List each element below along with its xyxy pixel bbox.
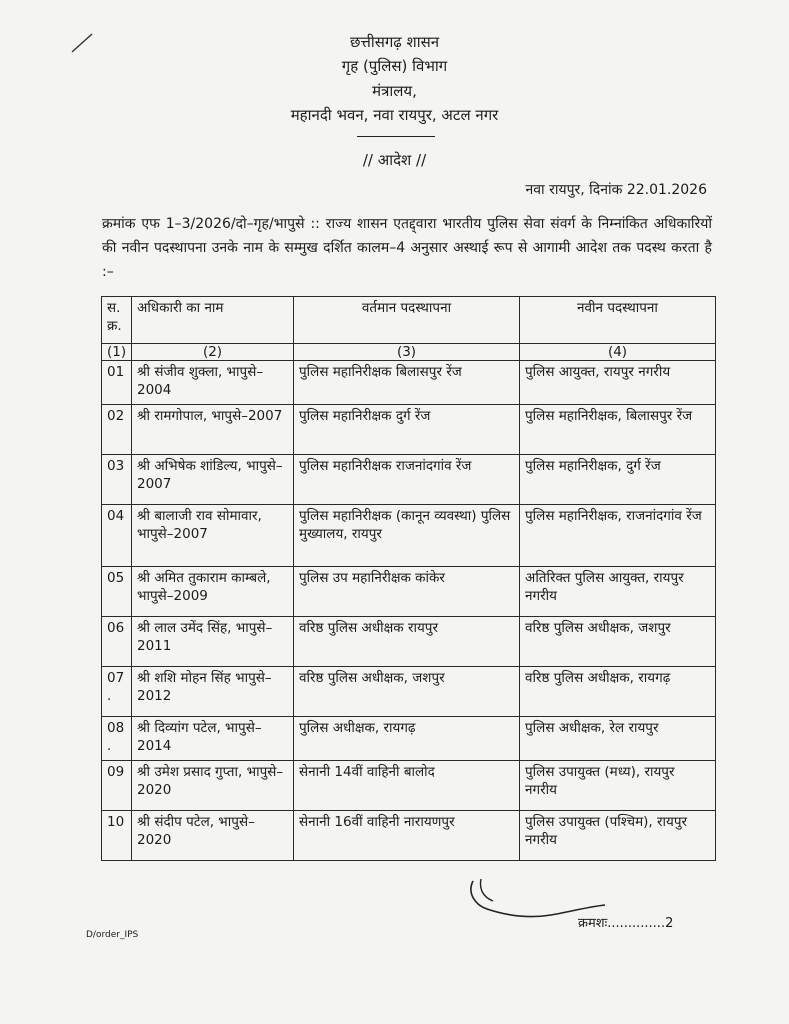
current-posting-cell: पुलिस महानिरीक्षक बिलासपुर रेंज (294, 361, 520, 405)
header-new-posting: नवीन पदस्थापना (520, 297, 716, 344)
officer-name-cell: श्री उमेश प्रसाद गुप्ता, भापुसे–2020 (132, 761, 294, 811)
current-posting-cell: पुलिस महानिरीक्षक (कानून व्यवस्था) पुलिस मुख्यालय, रायपुर (294, 505, 520, 567)
current-posting-cell: पुलिस अधीक्षक, रायगढ़ (294, 717, 520, 761)
new-posting-cell: पुलिस आयुक्त, रायपुर नगरीय (520, 361, 716, 405)
header-current-posting: वर्तमान पदस्थापना (294, 297, 520, 344)
serial-cell: 06 (102, 617, 132, 667)
table-row (102, 361, 716, 405)
serial-cell: 07 . (102, 667, 132, 717)
header-divider (357, 136, 435, 137)
officer-name-cell: श्री लाल उमेंद सिंह, भापुसे–2011 (132, 617, 294, 667)
table-row (102, 567, 716, 617)
new-posting-cell: पुलिस महानिरीक्षक, दुर्ग रेंज (520, 455, 716, 505)
officer-name-cell: श्री अमित तुकाराम काम्बले, भापुसे–2009 (132, 567, 294, 617)
column-number: (1) (102, 344, 132, 361)
header-state: छत्तीसगढ़ शासन (349, 33, 440, 51)
table-row (102, 455, 716, 505)
serial-cell: 01 (102, 361, 132, 405)
officer-name-cell: श्री रामगोपाल, भापुसे–2007 (132, 405, 294, 455)
table-row (102, 811, 716, 861)
new-posting-cell: पुलिस महानिरीक्षक, बिलासपुर रेंज (520, 405, 716, 455)
new-posting-cell: पुलिस महानिरीक्षक, राजनांदगांव रेंज (520, 505, 716, 567)
header-address: महानदी भवन, नवा रायपुर, अटल नगर (290, 106, 499, 124)
serial-cell: 03 (102, 455, 132, 505)
serial-cell: 05 (102, 567, 132, 617)
header-officer-name: अधिकारी का नाम (132, 297, 294, 344)
header-department: गृह (पुलिस) विभाग (341, 57, 448, 75)
serial-cell: 08 . (102, 717, 132, 761)
serial-cell: 04 (102, 505, 132, 567)
new-posting-cell: पुलिस उपायुक्त (मध्य), रायपुर नगरीय (520, 761, 716, 811)
current-posting-cell: पुलिस महानिरीक्षक राजनांदगांव रेंज (294, 455, 520, 505)
officer-name-cell: श्री शशि मोहन सिंह भापुसे– 2012 (132, 667, 294, 717)
column-number-row (102, 344, 716, 361)
serial-cell: 02 (102, 405, 132, 455)
table-header-row (102, 297, 716, 344)
header-ministry: मंत्रालय, (372, 82, 417, 100)
table-row (102, 405, 716, 455)
table-row (102, 617, 716, 667)
new-posting-cell: पुलिस अधीक्षक, रेल रायपुर (520, 717, 716, 761)
table-row (102, 667, 716, 717)
file-reference: D/order_IPS (86, 930, 139, 940)
order-intro-paragraph: क्रमांक एफ 1–3/2026/दो–गृह/भापुसे :: राज्य शासन एतद्द्वारा भारतीय पुलिस सेवा संवर्ग के निम्नांकित अधिकारियों की नवीन पदस्थापना उनके नाम के सम्मुख दर्शित कालम–4 अनुसार अस्थाई रूप से आगामी आदेश तक पदस्थ करता है :– (102, 216, 712, 280)
header-serial: स. क्र. (102, 297, 132, 344)
posting-table (101, 296, 716, 861)
current-posting-cell: वरिष्ठ पुलिस अधीक्षक, जशपुर (294, 667, 520, 717)
officer-name-cell: श्री अभिषेक शांडिल्य, भापुसे–2007 (132, 455, 294, 505)
column-number: (2) (132, 344, 294, 361)
serial-cell: 10 (102, 811, 132, 861)
new-posting-cell: वरिष्ठ पुलिस अधीक्षक, जशपुर (520, 617, 716, 667)
current-posting-cell: पुलिस महानिरीक्षक दुर्ग रेंज (294, 405, 520, 455)
continued-page-note: क्रमशः..............2 (578, 916, 674, 931)
table-row (102, 761, 716, 811)
officer-name-cell: श्री दिव्यांग पटेल, भापुसे–2014 (132, 717, 294, 761)
new-posting-cell: अतिरिक्त पुलिस आयुक्त, रायपुर नगरीय (520, 567, 716, 617)
new-posting-cell: पुलिस उपायुक्त (पश्चिम), रायपुर नगरीय (520, 811, 716, 861)
current-posting-cell: सेनानी 14वीं वाहिनी बालोद (294, 761, 520, 811)
current-posting-cell: पुलिस उप महानिरीक्षक कांकेर (294, 567, 520, 617)
order-title: // आदेश // (362, 151, 427, 169)
table-row (102, 505, 716, 567)
new-posting-cell: वरिष्ठ पुलिस अधीक्षक, रायगढ़ (520, 667, 716, 717)
column-number: (4) (520, 344, 716, 361)
officer-name-cell: श्री संजीव शुक्ला, भापुसे–2004 (132, 361, 294, 405)
officer-name-cell: श्री संदीप पटेल, भापुसे–2020 (132, 811, 294, 861)
current-posting-cell: वरिष्ठ पुलिस अधीक्षक रायपुर (294, 617, 520, 667)
serial-cell: 09 (102, 761, 132, 811)
officer-name-cell: श्री बालाजी राव सोमावार, भापुसे–2007 (132, 505, 294, 567)
place-date: नवा रायपुर, दिनांक 22.01.2026 (525, 182, 707, 198)
table-row (102, 717, 716, 761)
column-number: (3) (294, 344, 520, 361)
current-posting-cell: सेनानी 16वीं वाहिनी नारायणपुर (294, 811, 520, 861)
